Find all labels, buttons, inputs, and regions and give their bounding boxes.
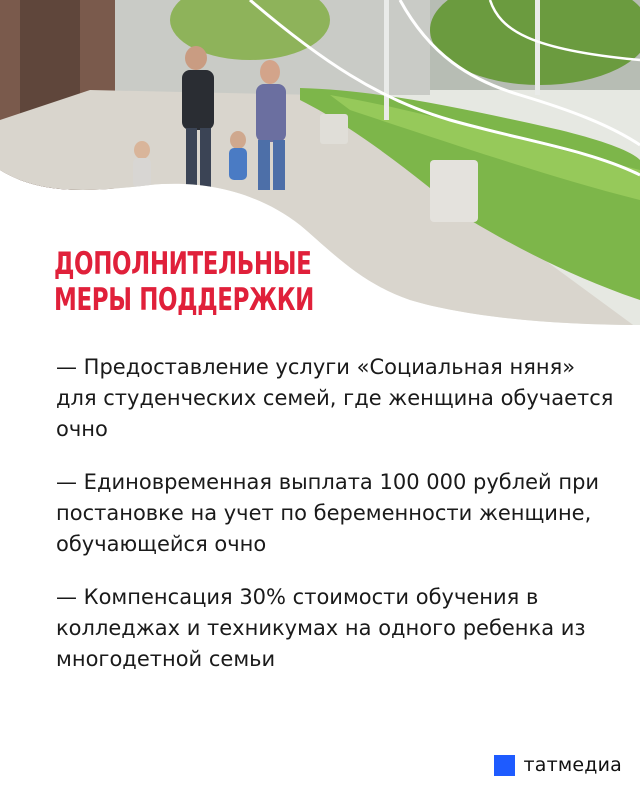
brand-logo xyxy=(494,754,622,776)
support-measures-list xyxy=(56,352,616,697)
headline-line-1: ДОПОЛНИТЕЛЬНЫЕ xyxy=(54,246,312,282)
headline xyxy=(54,246,314,318)
brand-name: татмедиа xyxy=(523,754,622,776)
brand-square-icon xyxy=(494,755,515,776)
headline-line-2: МЕРЫ ПОДДЕРЖКИ xyxy=(54,282,314,318)
list-item: — Предоставление услуги «Социальная няня» для студенческих семей, где женщина обучается очно xyxy=(56,355,614,441)
list-item: — Компенсация 30% стоимости обучения в колледжах и техникумах на одного ребенка из многодетной семьи xyxy=(56,585,586,671)
list-item: — Единовременная выплата 100 000 рублей при постановке на учет по беременности женщине, обучающейся очно xyxy=(56,470,600,556)
